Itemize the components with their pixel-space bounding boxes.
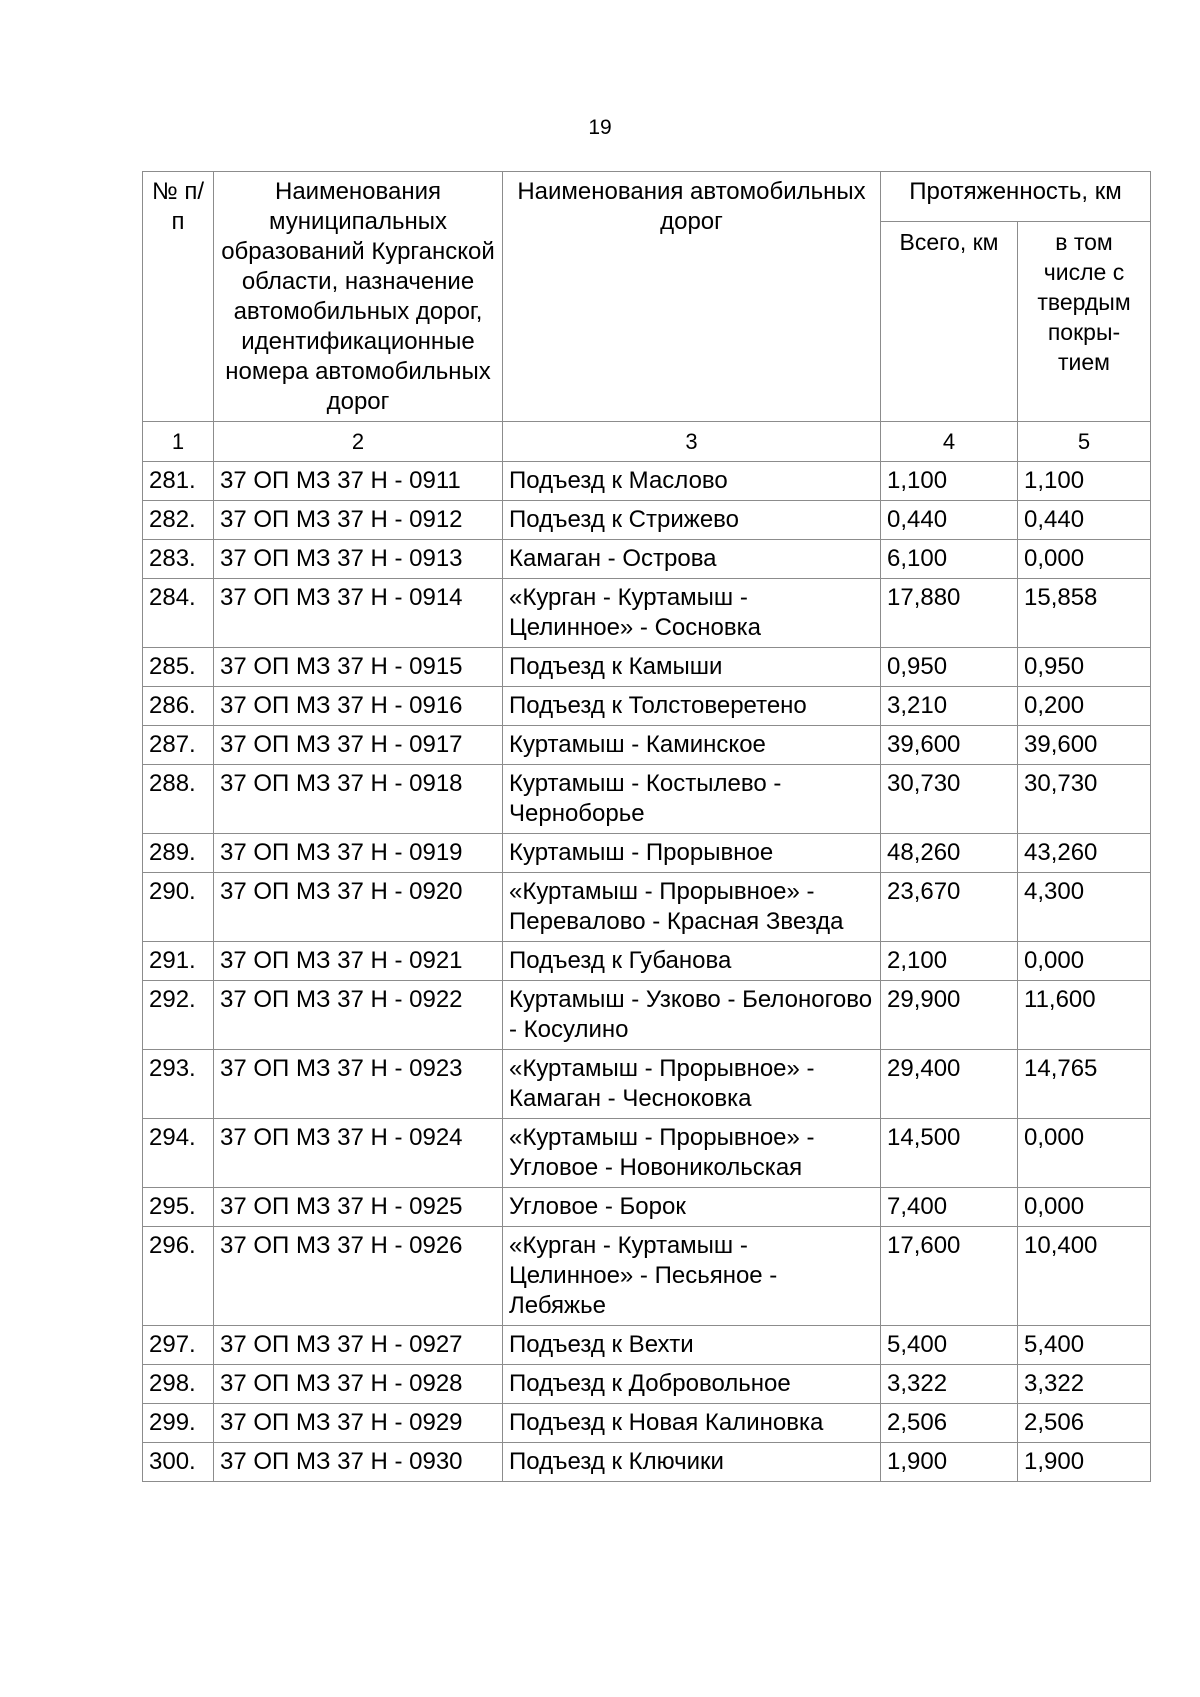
row-number-cell: 287. xyxy=(143,726,214,765)
total-length-cell: 14,500 xyxy=(881,1119,1018,1188)
total-length-cell: 0,440 xyxy=(881,501,1018,540)
table-row xyxy=(143,726,1151,765)
roads-table xyxy=(142,171,1151,1482)
road-id-cell: 37 ОП МЗ 37 Н - 0923 xyxy=(214,1050,503,1119)
table-row xyxy=(143,942,1151,981)
header-row xyxy=(143,172,1151,222)
table-row xyxy=(143,501,1151,540)
row-number-cell: 297. xyxy=(143,1326,214,1365)
total-length-cell: 3,322 xyxy=(881,1365,1018,1404)
hard-surface-cell: 3,322 xyxy=(1018,1365,1151,1404)
table-row xyxy=(143,1404,1151,1443)
total-length-cell: 48,260 xyxy=(881,834,1018,873)
column-number: 4 xyxy=(881,422,1018,462)
road-id-cell: 37 ОП МЗ 37 Н - 0929 xyxy=(214,1404,503,1443)
row-number-cell: 282. xyxy=(143,501,214,540)
row-number-cell: 286. xyxy=(143,687,214,726)
road-id-cell: 37 ОП МЗ 37 Н - 0930 xyxy=(214,1443,503,1482)
table-row xyxy=(143,834,1151,873)
road-name-cell: Подъезд к Камыши xyxy=(503,648,881,687)
road-name-cell: Куртамыш - Каминское xyxy=(503,726,881,765)
page-number: 19 xyxy=(588,116,612,139)
table-row xyxy=(143,462,1151,501)
row-number-cell: 294. xyxy=(143,1119,214,1188)
road-id-cell: 37 ОП МЗ 37 Н - 0926 xyxy=(214,1227,503,1326)
road-name-cell: Подъезд к Маслово xyxy=(503,462,881,501)
hard-surface-cell: 30,730 xyxy=(1018,765,1151,834)
hard-surface-cell: 0,200 xyxy=(1018,687,1151,726)
hard-surface-cell: 0,000 xyxy=(1018,1119,1151,1188)
road-id-cell: 37 ОП МЗ 37 Н - 0913 xyxy=(214,540,503,579)
total-length-cell: 1,100 xyxy=(881,462,1018,501)
road-name-cell: «Куртамыш - Прорывное» - Угловое - Новоникольская xyxy=(503,1119,881,1188)
table-row xyxy=(143,1365,1151,1404)
row-number-cell: 298. xyxy=(143,1365,214,1404)
total-length-cell: 17,600 xyxy=(881,1227,1018,1326)
road-name-cell: «Курган - Куртамыш - Целинное» - Песьяное - Лебяжье xyxy=(503,1227,881,1326)
row-number-cell: 295. xyxy=(143,1188,214,1227)
table-row xyxy=(143,1119,1151,1188)
row-number-cell: 284. xyxy=(143,579,214,648)
header-municipal: Наименования муниципальных образований Курганской области, назначение автомобильных дорог, идентификационные номера автомобильных дорог xyxy=(214,172,503,422)
road-name-cell: «Куртамыш - Прорывное» - Перевалово - Красная Звезда xyxy=(503,873,881,942)
road-name-cell: Подъезд к Добровольное xyxy=(503,1365,881,1404)
table-row xyxy=(143,648,1151,687)
hard-surface-cell: 1,100 xyxy=(1018,462,1151,501)
table-row xyxy=(143,873,1151,942)
row-number-cell: 288. xyxy=(143,765,214,834)
row-number-cell: 283. xyxy=(143,540,214,579)
table-row xyxy=(143,540,1151,579)
header-num: № п/п xyxy=(143,172,214,422)
hard-surface-cell: 0,000 xyxy=(1018,942,1151,981)
column-number-row xyxy=(143,422,1151,462)
header-hard-surface: в том числе с твердым покры-тием xyxy=(1018,222,1151,422)
hard-surface-cell: 15,858 xyxy=(1018,579,1151,648)
column-number: 1 xyxy=(143,422,214,462)
road-id-cell: 37 ОП МЗ 37 Н - 0927 xyxy=(214,1326,503,1365)
road-name-cell: Подъезд к Стрижево xyxy=(503,501,881,540)
total-length-cell: 17,880 xyxy=(881,579,1018,648)
hard-surface-cell: 11,600 xyxy=(1018,981,1151,1050)
road-name-cell: «Куртамыш - Прорывное» - Камаган - Чесноковка xyxy=(503,1050,881,1119)
hard-surface-cell: 0,000 xyxy=(1018,540,1151,579)
total-length-cell: 6,100 xyxy=(881,540,1018,579)
hard-surface-cell: 0,440 xyxy=(1018,501,1151,540)
road-id-cell: 37 ОП МЗ 37 Н - 0925 xyxy=(214,1188,503,1227)
road-name-cell: Подъезд к Вехти xyxy=(503,1326,881,1365)
header-total: Всего, км xyxy=(881,222,1018,422)
road-id-cell: 37 ОП МЗ 37 Н - 0928 xyxy=(214,1365,503,1404)
table-body xyxy=(143,462,1151,1482)
table-row xyxy=(143,687,1151,726)
road-id-cell: 37 ОП МЗ 37 Н - 0915 xyxy=(214,648,503,687)
hard-surface-cell: 5,400 xyxy=(1018,1326,1151,1365)
total-length-cell: 2,506 xyxy=(881,1404,1018,1443)
road-name-cell: Камаган - Острова xyxy=(503,540,881,579)
header-length: Протяженность, км xyxy=(881,172,1151,222)
road-id-cell: 37 ОП МЗ 37 Н - 0916 xyxy=(214,687,503,726)
hard-surface-cell: 4,300 xyxy=(1018,873,1151,942)
row-number-cell: 292. xyxy=(143,981,214,1050)
total-length-cell: 39,600 xyxy=(881,726,1018,765)
hard-surface-cell: 39,600 xyxy=(1018,726,1151,765)
total-length-cell: 1,900 xyxy=(881,1443,1018,1482)
table-row xyxy=(143,1188,1151,1227)
road-name-cell: Куртамыш - Узково - Белоногово - Косулино xyxy=(503,981,881,1050)
table-row xyxy=(143,765,1151,834)
road-id-cell: 37 ОП МЗ 37 Н - 0911 xyxy=(214,462,503,501)
table-row xyxy=(143,1443,1151,1482)
road-name-cell: Подъезд к Новая Калиновка xyxy=(503,1404,881,1443)
road-id-cell: 37 ОП МЗ 37 Н - 0918 xyxy=(214,765,503,834)
total-length-cell: 30,730 xyxy=(881,765,1018,834)
total-length-cell: 29,900 xyxy=(881,981,1018,1050)
row-number-cell: 296. xyxy=(143,1227,214,1326)
road-id-cell: 37 ОП МЗ 37 Н - 0914 xyxy=(214,579,503,648)
column-number: 3 xyxy=(503,422,881,462)
total-length-cell: 5,400 xyxy=(881,1326,1018,1365)
road-id-cell: 37 ОП МЗ 37 Н - 0912 xyxy=(214,501,503,540)
hard-surface-cell: 10,400 xyxy=(1018,1227,1151,1326)
total-length-cell: 0,950 xyxy=(881,648,1018,687)
total-length-cell: 2,100 xyxy=(881,942,1018,981)
road-id-cell: 37 ОП МЗ 37 Н - 0922 xyxy=(214,981,503,1050)
row-number-cell: 300. xyxy=(143,1443,214,1482)
hard-surface-cell: 0,000 xyxy=(1018,1188,1151,1227)
total-length-cell: 29,400 xyxy=(881,1050,1018,1119)
hard-surface-cell: 43,260 xyxy=(1018,834,1151,873)
row-number-cell: 289. xyxy=(143,834,214,873)
total-length-cell: 7,400 xyxy=(881,1188,1018,1227)
road-id-cell: 37 ОП МЗ 37 Н - 0921 xyxy=(214,942,503,981)
row-number-cell: 285. xyxy=(143,648,214,687)
row-number-cell: 290. xyxy=(143,873,214,942)
road-id-cell: 37 ОП МЗ 37 Н - 0919 xyxy=(214,834,503,873)
hard-surface-cell: 1,900 xyxy=(1018,1443,1151,1482)
total-length-cell: 23,670 xyxy=(881,873,1018,942)
hard-surface-cell: 2,506 xyxy=(1018,1404,1151,1443)
road-name-cell: «Курган - Куртамыш - Целинное» - Сосновка xyxy=(503,579,881,648)
road-name-cell: Подъезд к Толстоверетено xyxy=(503,687,881,726)
row-number-cell: 291. xyxy=(143,942,214,981)
table-row xyxy=(143,579,1151,648)
road-id-cell: 37 ОП МЗ 37 Н - 0917 xyxy=(214,726,503,765)
hard-surface-cell: 14,765 xyxy=(1018,1050,1151,1119)
column-number: 5 xyxy=(1018,422,1151,462)
table-row xyxy=(143,1227,1151,1326)
road-name-cell: Подъезд к Ключики xyxy=(503,1443,881,1482)
row-number-cell: 281. xyxy=(143,462,214,501)
total-length-cell: 3,210 xyxy=(881,687,1018,726)
table-row xyxy=(143,981,1151,1050)
row-number-cell: 293. xyxy=(143,1050,214,1119)
table-row xyxy=(143,1326,1151,1365)
road-name-cell: Куртамыш - Прорывное xyxy=(503,834,881,873)
table-row xyxy=(143,1050,1151,1119)
road-name-cell: Угловое - Борок xyxy=(503,1188,881,1227)
road-name-cell: Куртамыш - Костылево - Черноборье xyxy=(503,765,881,834)
header-road-names: Наименования автомобильных дорог xyxy=(503,172,881,422)
road-id-cell: 37 ОП МЗ 37 Н - 0920 xyxy=(214,873,503,942)
hard-surface-cell: 0,950 xyxy=(1018,648,1151,687)
road-id-cell: 37 ОП МЗ 37 Н - 0924 xyxy=(214,1119,503,1188)
road-name-cell: Подъезд к Губанова xyxy=(503,942,881,981)
column-number: 2 xyxy=(214,422,503,462)
row-number-cell: 299. xyxy=(143,1404,214,1443)
table-header xyxy=(143,172,1151,462)
